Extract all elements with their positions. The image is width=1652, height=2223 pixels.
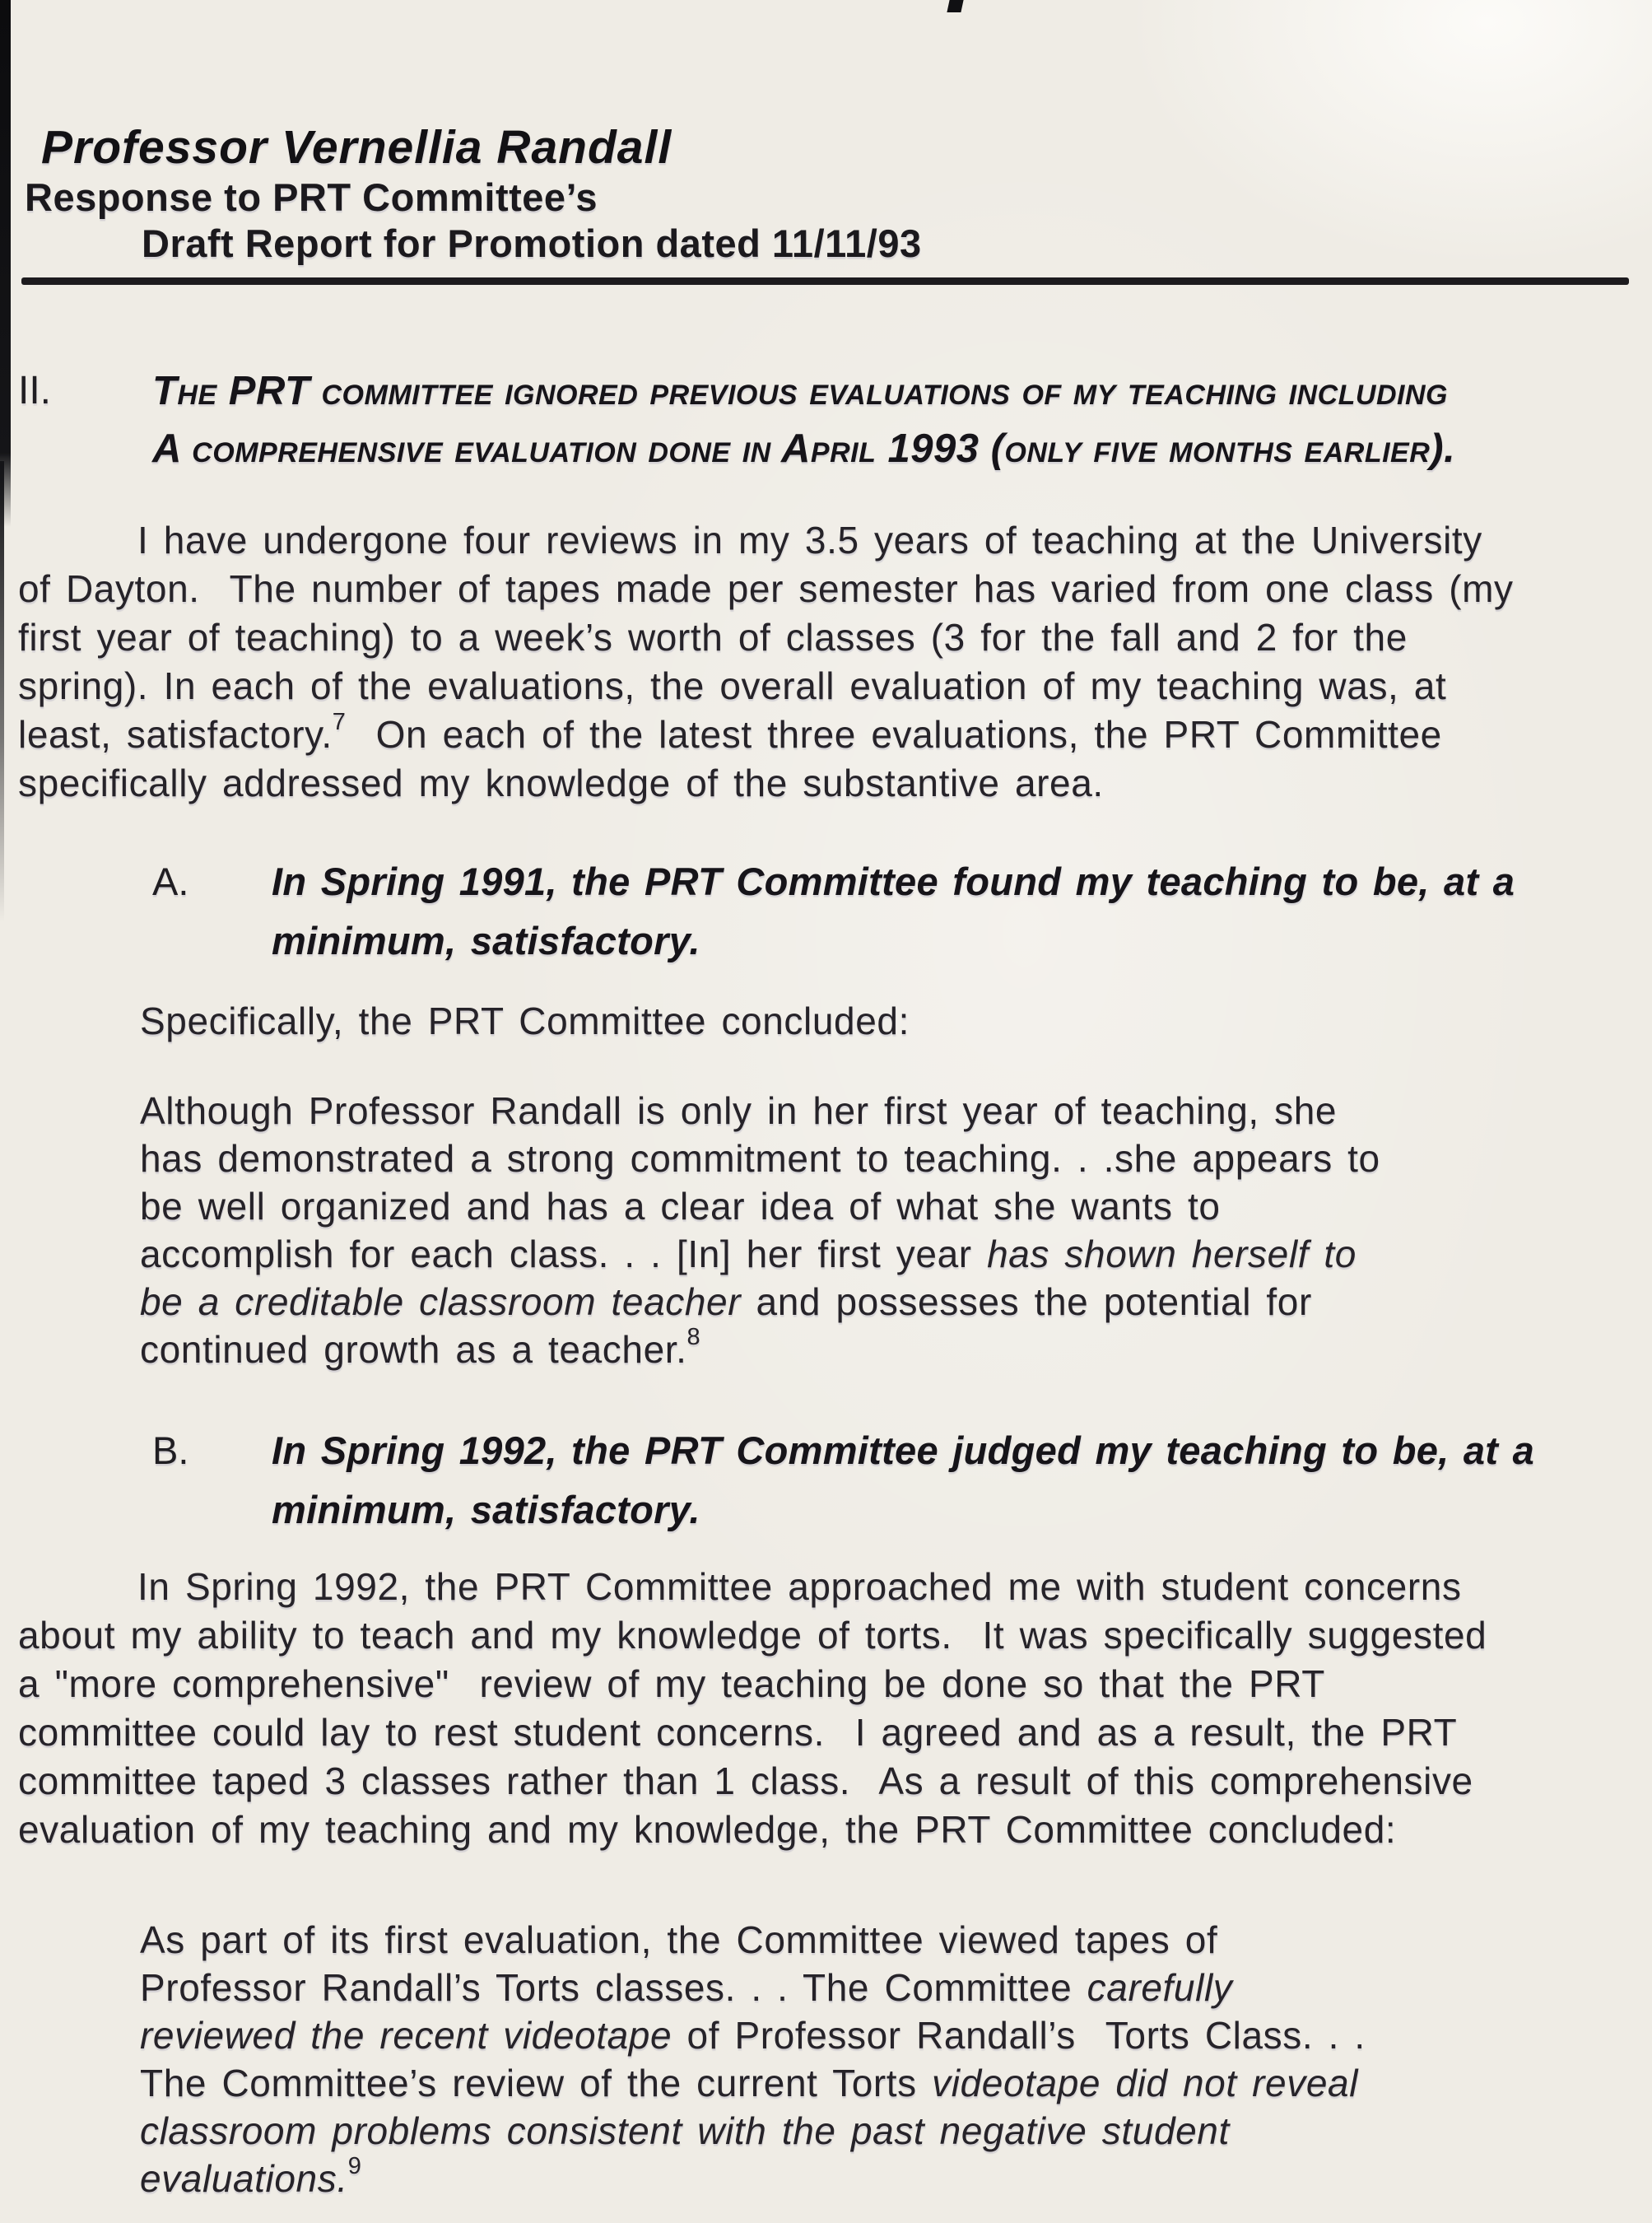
paragraph-line: In Spring 1992, the PRT Committee approached me with student concerns [137,1565,1462,1608]
paragraph-1 [18,516,1637,808]
quote-line [140,1278,1637,1326]
paragraph-text: least, satisfactory. [18,713,333,756]
quote-text: The Committee’s review of the current Torts [140,2062,933,2104]
heading-a-line: minimum, satisfactory. [272,919,700,962]
heading-a [152,852,1637,971]
paragraph-line: a "more comprehensive" review of my teaching be done so that the PRT [18,1662,1325,1705]
section-number: II. [18,369,52,412]
heading-a-text [272,852,1515,971]
quote-text: and possesses the potential for [741,1280,1312,1323]
quote-text-italic: reviewed the recent videotape [140,2014,672,2057]
lead-in-text: Specifically, the PRT Committee concluded: [140,1000,910,1042]
footnote-ref-9: 9 [347,2153,361,2179]
paragraph-line: evaluation of my teaching and my knowledge, the PRT Committee concluded: [18,1808,1397,1851]
quote-line: has demonstrated a strong commitment to teaching. . .she appears to [140,1137,1380,1180]
paragraph-2 [18,1563,1637,1854]
quote-text-italic: videotape did not reveal [932,2062,1359,2104]
quote-line: As part of its first evaluation, the Committee viewed tapes of [140,1918,1218,1961]
quote-text: of Professor Randall’s Torts Class. . . [672,2014,1366,2057]
heading-b-text [272,1421,1534,1540]
paragraph-line: committee could lay to rest student concerns. I agreed and as a result, the PRT [18,1711,1458,1754]
quote-line: Although Professor Randall is only in her first year of teaching, she [140,1089,1338,1132]
quote-line: be well organized and has a clear idea of what she wants to [140,1185,1221,1228]
heading-a-label: A. [152,860,189,903]
footnote-ref-7: 7 [332,709,346,735]
document-author: Professor Vernellia Randall [41,121,672,174]
section-heading-line: The PRT committee ignored previous evaluations of my teaching including [152,369,1448,413]
quote-text: continued growth as a teacher. [140,1328,687,1371]
document-title-line2: Draft Report for Promotion dated 11/11/93 [142,221,922,265]
paragraph-line: spring). In each of the evaluations, the overall evaluation of my teaching was, at [18,664,1447,707]
quote-2 [140,1916,1637,2202]
quote-text-italic: be a creditable classroom teacher [140,1280,742,1323]
quote-text-italic: carefully [1087,1966,1233,2009]
quote-line [140,1964,1637,2011]
quote-line [140,2107,1637,2155]
heading-b [152,1421,1637,1540]
quote-line [140,2155,1637,2202]
quote-text-italic: classroom problems consistent with the past negative student [140,2109,1230,2152]
paragraph-line: about my ability to teach and my knowledge of torts. It was specifically suggested [18,1614,1487,1657]
paragraph-line: specifically addressed my knowledge of the substantive area. [18,762,1104,804]
section-heading-line: A comprehensive evaluation done in April 1993 (only five months earlier). [152,426,1456,471]
quote-1 [140,1087,1637,1373]
heading-b-line: minimum, satisfactory. [272,1488,700,1531]
paragraph-line: committee taped 3 classes rather than 1 class. As a result of this comprehensive [18,1759,1473,1802]
quote-line [140,1326,1637,1373]
paragraph-line [18,711,1637,759]
quote-text: Professor Randall’s Torts classes. . . The Committee [140,1966,1087,2009]
quote-line [140,2059,1637,2107]
paragraph-text: On each of the latest three evaluations, the PRT Committee [345,713,1442,756]
paragraph-line: of Dayton. The number of tapes made per semester has varied from one class (my [18,567,1514,610]
section-heading-text [152,362,1455,478]
quote-text: accomplish for each class. . . [In] her first year [140,1233,988,1275]
document-title-line1: Response to PRT Committee’s [25,175,598,219]
heading-a-line: In Spring 1991, the PRT Committee found my teaching to be, at a [272,860,1515,903]
header-rule [21,277,1629,285]
footnote-ref-8: 8 [686,1324,700,1350]
heading-b-label: B. [152,1428,189,1472]
paragraph-line: I have undergone four reviews in my 3.5 years of teaching at the University [137,519,1482,562]
quote-line [140,2011,1637,2059]
heading-b-line: In Spring 1992, the PRT Committee judged my teaching to be, at a [272,1428,1535,1472]
paragraph-line: first year of teaching) to a week’s worth of classes (3 for the fall and 2 for the [18,616,1408,659]
quote-line [140,1230,1637,1278]
section-ii-heading [18,362,1637,478]
quote-text-italic: has shown herself to [987,1233,1357,1275]
quote-text-italic: evaluations. [140,2157,348,2200]
